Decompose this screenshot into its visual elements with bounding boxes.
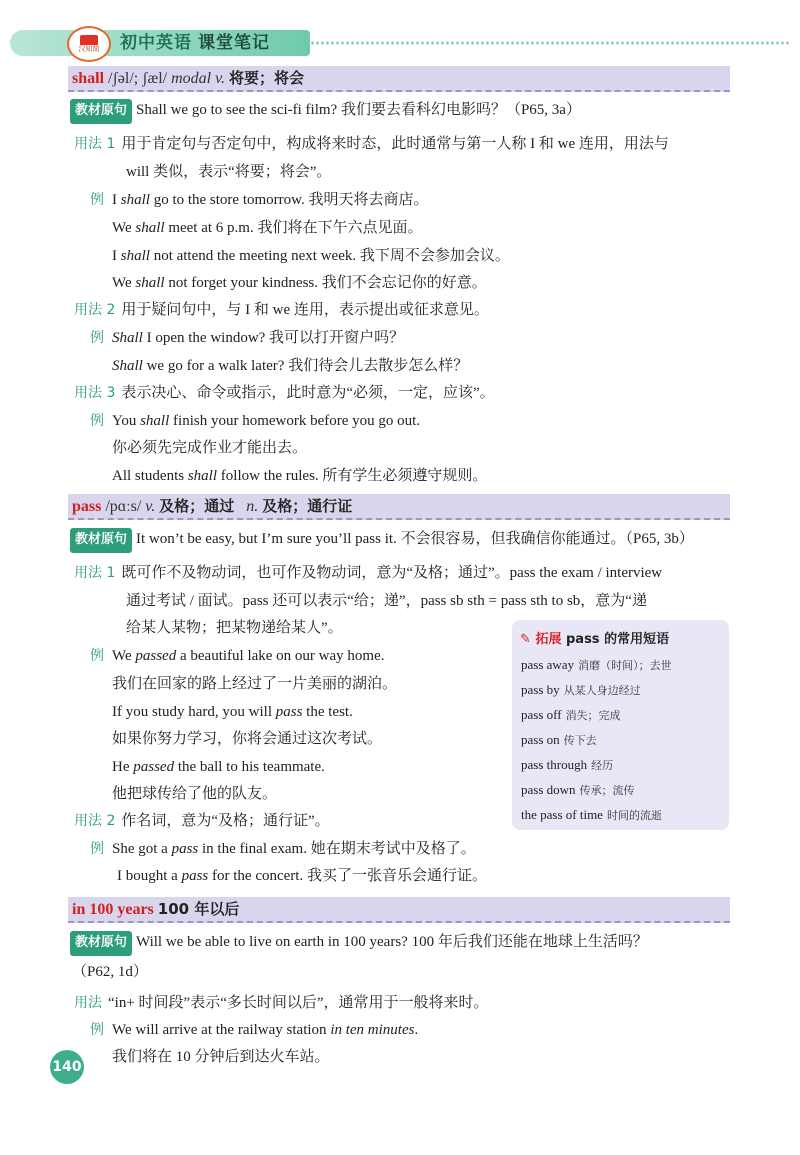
textbook-tag: 教材原句: [70, 99, 132, 124]
entry-meaning: 及格；通过: [159, 497, 235, 515]
entry-pos-2: n.: [246, 498, 259, 515]
phrase-en: pass down: [521, 782, 576, 797]
usage-text: 既可作不及物动词，也可作及物动词，意为“及格；通过”。pass the exam / interview: [121, 565, 663, 581]
example-text: If you study hard, you will: [112, 704, 276, 720]
textbook-sentence: It won’t be easy, but I’m sure you’ll pass it. 不会很容易，但我确信你能通过。（P65, 3b）: [136, 531, 694, 547]
example-keyword: pass: [171, 841, 199, 857]
example-text: All students: [112, 468, 188, 484]
usage-line: [74, 382, 495, 404]
usage-text: 作名词，意为“及格；通行证”。: [121, 813, 330, 829]
example-line: 你必须先完成作业才能出去。: [112, 440, 308, 456]
phrase-en: pass through: [521, 757, 588, 772]
example-line: [90, 1019, 418, 1041]
entry-meaning: 100 年以后: [157, 900, 240, 918]
example-line: [90, 838, 476, 860]
book-icon: [80, 35, 98, 45]
example-text: I bought a: [117, 868, 182, 884]
entry-phonetic: /pɑːs/: [105, 498, 142, 515]
example-keyword: in ten minutes: [330, 1022, 415, 1038]
example-keyword: shall: [140, 413, 170, 429]
extension-title: [520, 628, 669, 647]
usage-line: [74, 810, 330, 832]
usage-text: 表示决心、命令或指示，此时意为“必须，一定，应该”。: [121, 385, 495, 401]
example-text: We: [112, 275, 136, 291]
usage-text: “in+ 时间段”表示“多长时间以后”，通常用于一般将来时。: [108, 995, 489, 1011]
example-text: the ball to his teammate.: [174, 759, 325, 775]
example-text: I: [112, 248, 121, 264]
entry-pos: v.: [145, 498, 156, 515]
page-number: 140: [50, 1050, 84, 1084]
entry-heading-shall: [68, 66, 730, 92]
textbook-sentence: Shall we go to see the sci-fi film? 我们要去看科幻电影吗？（P65, 3a）: [136, 102, 581, 118]
example-text: He: [112, 759, 134, 775]
example-line: [112, 465, 487, 487]
example-text: We: [112, 648, 136, 664]
example-text: a beautiful lake on our way home.: [176, 648, 385, 664]
phrase-cn: 时间的流逝: [606, 809, 662, 822]
example-text: we go for a walk later? 我们待会儿去散步怎么样？: [142, 358, 469, 374]
extension-icon: ✎: [520, 632, 531, 647]
entry-word: in 100 years: [72, 901, 154, 918]
extension-box: [512, 620, 729, 830]
usage-label: 用法 2: [74, 813, 116, 829]
entry-phonetic: /ʃəl/; ʃæl/: [108, 70, 168, 87]
usage-text: 用于疑问句中，与 I 和 we 连用，表示提出或征求意见。: [121, 302, 489, 318]
example-line: [112, 272, 487, 294]
extension-label: 拓展: [535, 632, 562, 647]
example-text: We: [112, 220, 136, 236]
example-line: [90, 410, 420, 432]
example-keyword: pass: [275, 704, 303, 720]
textbook-sentence-row: [70, 931, 648, 956]
header-title-sub: 课堂笔记: [198, 33, 270, 53]
entry-heading-in-100-years: [68, 897, 730, 923]
usage-label: 用法 1: [74, 136, 116, 152]
textbook-tag: 教材原句: [70, 528, 132, 553]
example-text: follow the rules. 所有学生必须遵守规则。: [217, 468, 488, 484]
phrase-en: pass off: [521, 707, 562, 722]
phrase-item: [521, 656, 672, 675]
example-text: meet at 6 p.m. 我们将在下午六点见面。: [164, 220, 423, 236]
example-text: in the final exam. 她在期末考试中及格了。: [198, 841, 476, 857]
example-line: [90, 327, 404, 349]
example-label: 例: [90, 648, 104, 664]
example-line: [117, 865, 487, 887]
example-label: 例: [90, 841, 104, 857]
example-keyword: shall: [187, 468, 218, 484]
example-line: 我们将在 10 分钟后到达火车站。: [112, 1049, 330, 1065]
example-text: We will arrive at the railway station: [112, 1022, 331, 1038]
phrase-item: [521, 706, 621, 725]
entry-pos: modal v.: [171, 70, 226, 87]
usage-line: [74, 299, 489, 321]
phrase-en: pass away: [521, 657, 575, 672]
example-line: 我们在回家的路上经过了一片美丽的湖泊。: [112, 676, 398, 692]
phrase-cn: 从某人身边经过: [563, 684, 641, 697]
example-text: I: [112, 192, 121, 208]
example-keyword: shall: [120, 192, 150, 208]
example-keyword: shall: [135, 220, 165, 236]
example-label: 例: [90, 1022, 104, 1038]
phrase-en: pass on: [521, 732, 560, 747]
entry-word: pass: [72, 498, 102, 515]
example-label: 例: [90, 330, 104, 346]
phrase-en: pass by: [521, 682, 560, 697]
example-line: [112, 245, 510, 267]
example-label: 例: [90, 413, 104, 429]
phrase-cn: 经历: [591, 759, 614, 772]
example-keyword: shall: [120, 248, 150, 264]
example-text: for the concert. 我买了一张音乐会通行证。: [208, 868, 487, 884]
example-keyword: shall: [135, 275, 165, 291]
textbook-sentence-row: [70, 528, 694, 553]
usage-line: [74, 992, 489, 1014]
header-dotted-rule: [310, 40, 790, 46]
entry-meaning: 将要；将会: [229, 69, 305, 87]
example-line: [112, 756, 325, 778]
usage-line: [74, 133, 669, 155]
phrase-item: [521, 681, 641, 700]
example-text: .: [414, 1022, 419, 1038]
example-keyword: pass: [181, 868, 209, 884]
header-title: [120, 30, 270, 56]
usage-line: 给某人某物；把某物递给某人”。: [126, 620, 343, 636]
usage-text: 用于肯定句与否定句中，构成将来时态，此时通常与第一人称 I 和 we 连用，用法与: [121, 136, 669, 152]
example-keyword: Shall: [112, 358, 143, 374]
extension-heading: pass 的常用短语: [565, 632, 670, 647]
textbook-sentence-row: [70, 99, 581, 124]
textbook-reference: （P62, 1d）: [72, 964, 148, 980]
example-text: go to the store tomorrow. 我明天将去商店。: [149, 192, 429, 208]
usage-line: [74, 562, 662, 584]
example-line: [112, 701, 353, 723]
example-line: [90, 189, 429, 211]
usage-label: 用法 3: [74, 385, 116, 401]
header-title-main: 初中英语: [120, 33, 192, 53]
example-line: 如果你努力学习，你将会通过这次考试。: [112, 731, 383, 747]
example-text: not forget your kindness. 我们不会忘记你的好意。: [164, 275, 487, 291]
usage-label: 用法: [74, 995, 102, 1011]
phrase-cn: 消磨（时间）；去世: [578, 659, 672, 672]
phrase-item: [521, 781, 635, 800]
example-text: finish your homework before you go out.: [169, 413, 421, 429]
example-text: I open the window? 我可以打开窗户吗？: [142, 330, 405, 346]
example-keyword: Shall: [112, 330, 143, 346]
usage-line: 通过考试 / 面试。pass 还可以表示“给；递”，pass sb sth = pass sth to sb，意为“递: [126, 593, 647, 609]
page-header: [10, 26, 790, 60]
example-text: She got a: [112, 841, 172, 857]
entry-word: shall: [72, 70, 105, 87]
phrase-item: [521, 731, 597, 750]
example-line: [112, 355, 468, 377]
phrase-cn: 消失；完成: [565, 709, 621, 722]
publisher-logo: [67, 26, 111, 62]
example-keyword: passed: [133, 759, 175, 775]
entry-heading-pass: [68, 494, 730, 520]
example-text: the test.: [302, 704, 353, 720]
example-line: [90, 645, 384, 667]
usage-label: 用法 2: [74, 302, 116, 318]
usage-label: 用法 1: [74, 565, 116, 581]
example-keyword: passed: [135, 648, 177, 664]
entry-meaning-2: 及格；通行证: [262, 497, 353, 515]
example-label: 例: [90, 192, 104, 208]
example-text: not attend the meeting next week. 我下周不会参加会议。: [149, 248, 510, 264]
phrase-en: the pass of time: [521, 807, 603, 822]
example-text: You: [112, 413, 141, 429]
logo-text: 汉知简: [78, 44, 100, 53]
example-line: [112, 217, 422, 239]
phrase-cn: 传承；流传: [579, 784, 635, 797]
usage-line: will 类似，表示“将要；将会”。: [126, 164, 332, 180]
textbook-tag: 教材原句: [70, 931, 132, 956]
phrase-cn: 传下去: [563, 734, 597, 747]
phrase-item: [521, 756, 613, 775]
example-line: 他把球传给了他的队友。: [112, 786, 278, 802]
phrase-item: [521, 806, 662, 825]
textbook-sentence: Will we be able to live on earth in 100 years? 100 年后我们还能在地球上生活吗？: [136, 934, 648, 950]
